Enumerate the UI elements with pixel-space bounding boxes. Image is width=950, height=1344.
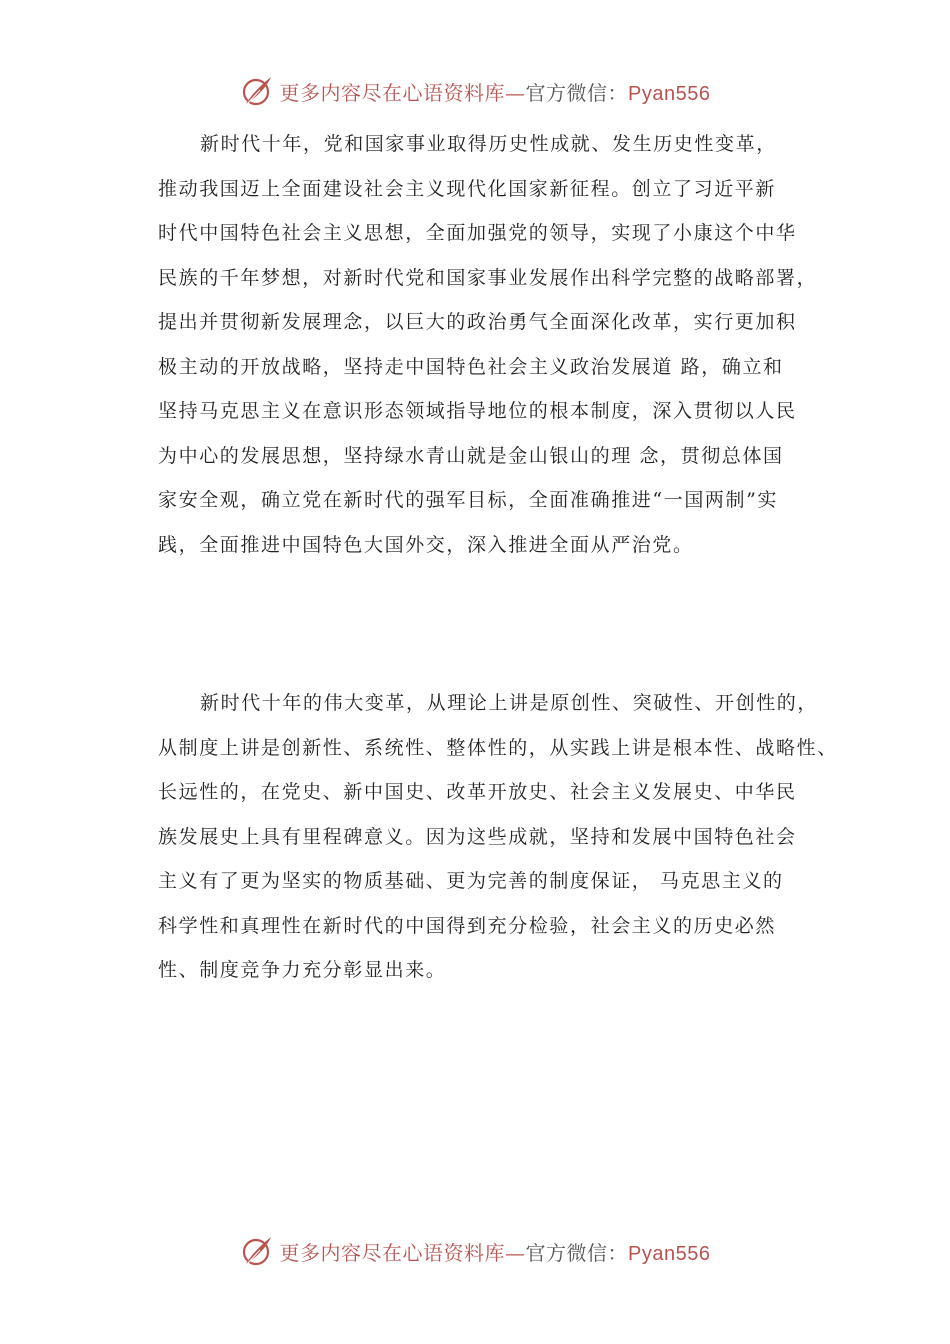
header-banner-text <box>280 77 711 106</box>
paragraph-line: 性、制度竞争力充分彰显出来。 <box>158 959 447 981</box>
paragraph-line: 践，全面推进中国特色大国外交，深入推进全面从严治党。 <box>158 533 694 556</box>
paragraph-line: 极主动的开放战略，坚持走中国特色社会主义政治发展道 路，确立和 <box>158 355 784 378</box>
quill-pen-logo-icon <box>240 74 274 108</box>
footer-banner-wechat-label: 官方微信： <box>525 1240 629 1265</box>
footer-banner-wechat-id: Pyan556 <box>628 1242 711 1265</box>
footer-banner <box>0 1234 950 1268</box>
footer-banner-title: 更多内容尽在心语资料库 <box>279 1240 506 1265</box>
footer-banner-text <box>280 1237 711 1266</box>
paragraph-line: 族发展史上具有里程碑意义。因为这些成就，坚持和发展中国特色社会 <box>158 825 797 848</box>
paragraph-line: 推动我国迈上全面建设社会主义现代化国家新征程。创立了习近平新 <box>158 177 777 200</box>
paragraph-line: 从制度上讲是创新性、系统性、整体性的，从实践上讲是根本性、战略性、 <box>158 736 838 759</box>
paragraph-line: 提出并贯彻新发展理念，以巨大的政治勇气全面深化改革，实行更加积 <box>158 311 797 333</box>
quill-pen-logo-icon <box>240 1234 274 1268</box>
header-banner-title: 更多内容尽在心语资料库 <box>279 80 506 105</box>
paragraph-line: 坚持马克思主义在意识形态领域指导地位的根本制度，深入贯彻以人民 <box>158 400 797 422</box>
paragraph-line: 新时代十年的伟大变革，从理论上讲是原创性、突破性、开创性的， <box>200 692 819 714</box>
paragraph-line: 家安全观，确立党在新时代的强军目标，全面准确推进“一国两制”实 <box>158 489 779 511</box>
paragraph-1 <box>158 122 818 567</box>
paragraph-line: 新时代十年，党和国家事业取得历史性成就、发生历史性变革， <box>200 133 777 155</box>
paragraph-line: 长远性的，在党史、新中国史、改革开放史、社会主义发展史、中华民 <box>158 781 797 803</box>
footer-banner-dash: — <box>505 1240 526 1265</box>
paragraph-line: 主义有了更为坚实的物质基础、更为完善的制度保证， 马克思主义的 <box>158 870 784 892</box>
header-banner-wechat-label: 官方微信： <box>525 80 629 105</box>
paragraph-line: 时代中国特色社会主义思想，全面加强党的领导，实现了小康这个中华 <box>158 222 797 244</box>
paragraph-line: 为中心的发展思想，坚持绿水青山就是金山银山的理 念，贯彻总体国 <box>158 444 784 467</box>
header-banner <box>0 74 950 108</box>
header-banner-wechat-id: Pyan556 <box>628 82 711 105</box>
paragraph-2 <box>158 681 838 993</box>
paragraph-line: 科学性和真理性在新时代的中国得到充分检验，社会主义的历史必然 <box>158 914 777 937</box>
paragraph-line: 民族的千年梦想，对新时代党和国家事业发展作出科学完整的战略部署， <box>158 266 818 289</box>
header-banner-dash: — <box>505 80 526 105</box>
